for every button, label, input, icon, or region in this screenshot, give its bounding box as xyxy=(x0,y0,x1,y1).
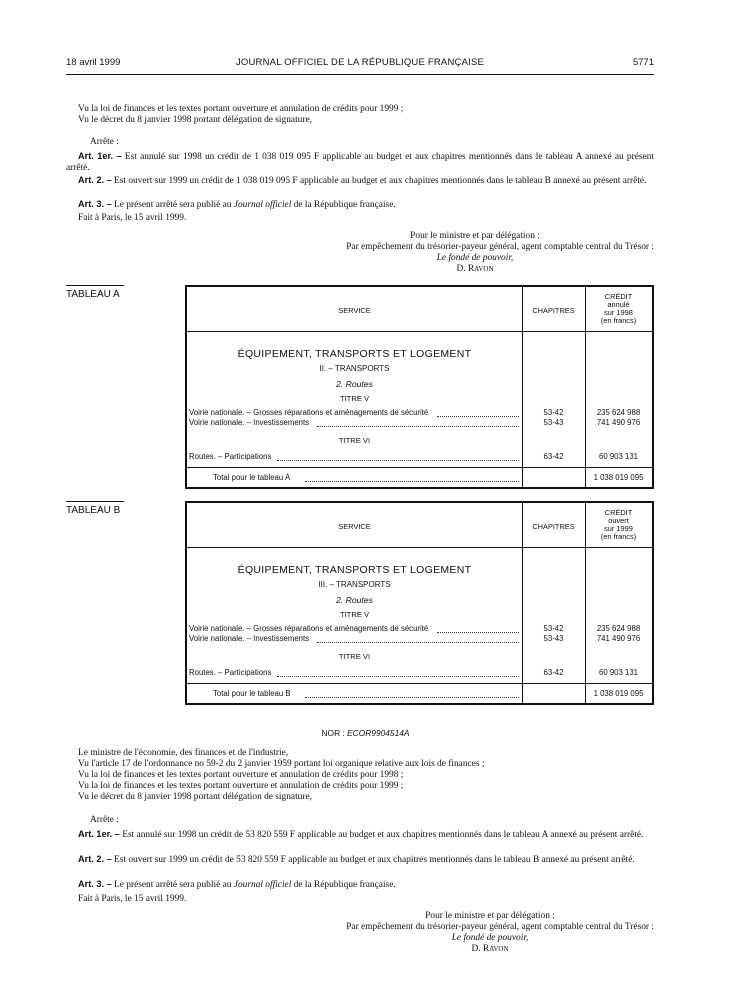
tableau-b xyxy=(185,501,654,705)
top-sig-2: Par empêchement du trésorier-payeur général, agent comptable central du Trésor : xyxy=(346,242,654,252)
tableau-b-total-credit: 1 038 019 095 xyxy=(593,689,644,698)
tableau-b-col-credit-l2: ouvert xyxy=(608,516,629,525)
tableau-b-titre-v: TITRE V xyxy=(339,610,370,619)
tableau-b-row-3-label: Routes. – Participations xyxy=(189,668,272,677)
tableau-b-ministry: ÉQUIPEMENT, TRANSPORTS ET LOGEMENT xyxy=(237,564,472,576)
tableau-b-col-service: SERVICE xyxy=(338,522,371,531)
tableau-b-section: III. – TRANSPORTS xyxy=(318,580,391,589)
bottom-article-3 xyxy=(66,879,654,891)
tableau-b-col-credit-l1: CRÉDIT xyxy=(604,508,633,517)
tableau-a-row-3-chapitre: 63-42 xyxy=(543,452,564,461)
tableau-b-col-credit-l3: sur 1999 xyxy=(604,524,633,533)
tableau-a-col-credit-l4: (en francs) xyxy=(600,316,637,325)
bottom-art2-label: Art. 2. – xyxy=(78,854,112,864)
tableau-a-col-credit-l2: annulé xyxy=(607,300,630,309)
tableau-a-total-label: Total pour le tableau A xyxy=(213,473,291,482)
top-art3-label: Art. 3. – xyxy=(78,199,112,209)
tableau-b-row-2-leader xyxy=(317,642,519,643)
bottom-article-2 xyxy=(66,854,654,866)
top-art3-text-a: Le présent arrêté sera publié au xyxy=(114,200,232,210)
tableau-b-total-label: Total pour le tableau B xyxy=(213,689,291,698)
tableau-b-subsection: 2. Routes xyxy=(336,595,373,605)
tableau-a-row-1-credit: 235 624 988 xyxy=(596,408,641,417)
tableau-b-row-1-credit: 235 624 988 xyxy=(596,624,641,633)
top-article-2 xyxy=(66,175,654,187)
tableau-b-row-2-chapitre: 53-43 xyxy=(543,634,564,643)
bottom-fait: Fait à Paris, le 15 avril 1999. xyxy=(78,894,187,904)
tableau-a-row-3-leader xyxy=(277,460,519,461)
top-sig-3: Le fondé de pouvoir, xyxy=(436,253,514,263)
tableau-a-subsection: 2. Routes xyxy=(336,379,373,389)
tableau-a-total-leader xyxy=(305,481,519,482)
top-vu-line-2: Vu le décret du 8 janvier 1998 portant délégation de signature, xyxy=(78,115,312,125)
tableau-a-row-2-chapitre: 53-43 xyxy=(543,418,564,427)
bottom-sig-4: D. Ravon xyxy=(471,944,509,954)
nor-reference xyxy=(0,728,731,738)
top-art2-text: Est ouvert sur 1999 un crédit de 1 038 019 095 F applicable au budget et aux chapitres mentionnés dans le tableau B annexé au présent arrêté. xyxy=(114,176,647,186)
bottom-sig-2: Par empêchement du trésorier-payeur général, agent comptable central du Trésor : xyxy=(346,922,654,932)
top-fait: Fait à Paris, le 15 avril 1999. xyxy=(78,213,187,223)
tableau-b-titre-vi: TITRE VI xyxy=(338,652,371,661)
tableau-b-col-credit-l4: (en francs) xyxy=(600,532,637,541)
header-journal-title: JOURNAL OFFICIEL DE LA RÉPUBLIQUE FRANÇAISE xyxy=(235,57,485,68)
tableau-a-total-credit: 1 038 019 095 xyxy=(593,473,644,482)
top-article-3 xyxy=(66,199,654,211)
bottom-line-2: Vu l'article 17 de l'ordonnance no 59-2 du 2 janvier 1959 portant loi organique relative aux lois de finances ; xyxy=(78,759,485,769)
top-vu-line-1: Vu la loi de finances et les textes portant ouverture et annulation de crédits pour 1999 ; xyxy=(78,104,404,114)
bottom-art1-text: Est annulé sur 1998 un crédit de 53 820 559 F applicable au budget et aux chapitres mentionnés dans le tableau A annexé au présent arrêté. xyxy=(122,830,644,840)
tableau-b-row-1-leader xyxy=(437,632,519,633)
tableau-a-col-service: SERVICE xyxy=(338,306,371,315)
tableau-a-row-1-chapitre: 53-42 xyxy=(543,408,564,417)
bottom-arrete: Arrête : xyxy=(90,815,119,825)
top-sig-1: Pour le ministre et par délégation : xyxy=(410,231,540,241)
bottom-sig-1: Pour le ministre et par délégation : xyxy=(425,911,555,921)
top-art2-label: Art. 2. – xyxy=(78,175,112,185)
tableau-b-row-3-leader xyxy=(277,676,519,677)
tableau-a-titre-vi: TITRE VI xyxy=(338,436,371,445)
nor-label: NOR : xyxy=(321,728,345,738)
bottom-article-1 xyxy=(66,829,654,841)
tableau-a-titre-v: TITRE V xyxy=(339,394,370,403)
tableau-a-label xyxy=(66,289,120,300)
tableau-a-col-credit xyxy=(585,293,652,325)
tableau-a-row-3-credit: 60 903 131 xyxy=(598,452,639,461)
bottom-line-1: Le ministre de l'économie, des finances et de l'industrie, xyxy=(78,748,289,758)
bottom-art3-text-b: de la République française. xyxy=(293,880,396,890)
nor-code: ECOR9904514A xyxy=(347,728,410,738)
top-article-1 xyxy=(66,151,654,174)
tableau-a-section: II. – TRANSPORTS xyxy=(319,364,390,373)
top-arrete: Arrête : xyxy=(90,137,119,147)
tableau-b-col-chapitres: CHAPITRES xyxy=(532,522,575,531)
tableau-a-col-credit-l1: CRÉDIT xyxy=(604,292,633,301)
top-art3-text-b: de la République française. xyxy=(293,200,396,210)
tableau-b-label xyxy=(66,505,120,516)
top-sig-4: D. Ravon xyxy=(456,264,494,274)
tableau-b-row-3-chapitre: 63-42 xyxy=(543,668,564,677)
bottom-line-3: Vu la loi de finances et les textes portant ouverture et annulation de crédits pour 1998 ; xyxy=(78,770,404,780)
tableau-b-row-1-chapitre: 53-42 xyxy=(543,624,564,633)
tableau-a-col-credit-l3: sur 1998 xyxy=(604,308,633,317)
tableau-a-row-2-label: Voirie nationale. – Investissements xyxy=(189,418,310,427)
tableau-a-row-1-leader xyxy=(437,416,519,417)
bottom-sig-3: Le fondé de pouvoir, xyxy=(451,933,529,943)
page-header xyxy=(66,57,654,71)
bottom-art3-journal: Journal officiel xyxy=(233,880,292,890)
tableau-a-row-2-leader xyxy=(317,426,519,427)
bottom-art2-text: Est ouvert sur 1999 un crédit de 53 820 559 F applicable au budget et aux chapitres mentionnés dans le tableau B annexé au présent arrêté. xyxy=(114,855,635,865)
tableau-b-row-3-credit: 60 903 131 xyxy=(598,668,639,677)
tableau-a-label-text: TABLEAU A xyxy=(66,289,120,300)
header-rule xyxy=(66,74,654,75)
bottom-line-4: Vu la loi de finances et les textes portant ouverture et annulation de crédits pour 1999 ; xyxy=(78,781,404,791)
tableau-b-row-1-label: Voirie nationale. – Grosses réparations et aménagements de sécurité xyxy=(189,624,429,633)
header-date: 18 avril 1999 xyxy=(66,57,121,68)
bottom-art3-text-a: Le présent arrêté sera publié au xyxy=(114,880,232,890)
top-art3-journal: Journal officiel xyxy=(233,200,292,210)
bottom-art3-label: Art. 3. – xyxy=(78,879,112,889)
tableau-a-row-3-label: Routes. – Participations xyxy=(189,452,272,461)
bottom-art1-label: Art. 1er. – xyxy=(78,829,120,839)
tableau-a-ministry: ÉQUIPEMENT, TRANSPORTS ET LOGEMENT xyxy=(237,348,472,360)
top-art1-text: Est annulé sur 1998 un crédit de 1 038 019 095 F applicable au budget et aux chapitres mentionnés dans le tableau A annexé au présent arrêté. xyxy=(66,152,654,173)
tableau-b-col-credit xyxy=(585,509,652,541)
tableau-b-row-2-credit: 741 490 976 xyxy=(596,634,641,643)
tableau-b-row-2-label: Voirie nationale. – Investissements xyxy=(189,634,310,643)
top-art1-label: Art. 1er. – xyxy=(78,151,122,161)
tableau-b-total-leader xyxy=(305,697,519,698)
tableau-a-row-2-credit: 741 490 976 xyxy=(596,418,641,427)
tableau-a-col-chapitres: CHAPITRES xyxy=(532,306,575,315)
bottom-line-5: Vu le décret du 8 janvier 1998 portant délégation de signature, xyxy=(78,792,312,802)
tableau-b-label-text: TABLEAU B xyxy=(66,505,121,516)
tableau-a xyxy=(185,285,654,489)
tableau-a-row-1-label: Voirie nationale. – Grosses réparations et aménagements de sécurité xyxy=(189,408,429,417)
header-page-number: 5771 xyxy=(632,57,654,68)
